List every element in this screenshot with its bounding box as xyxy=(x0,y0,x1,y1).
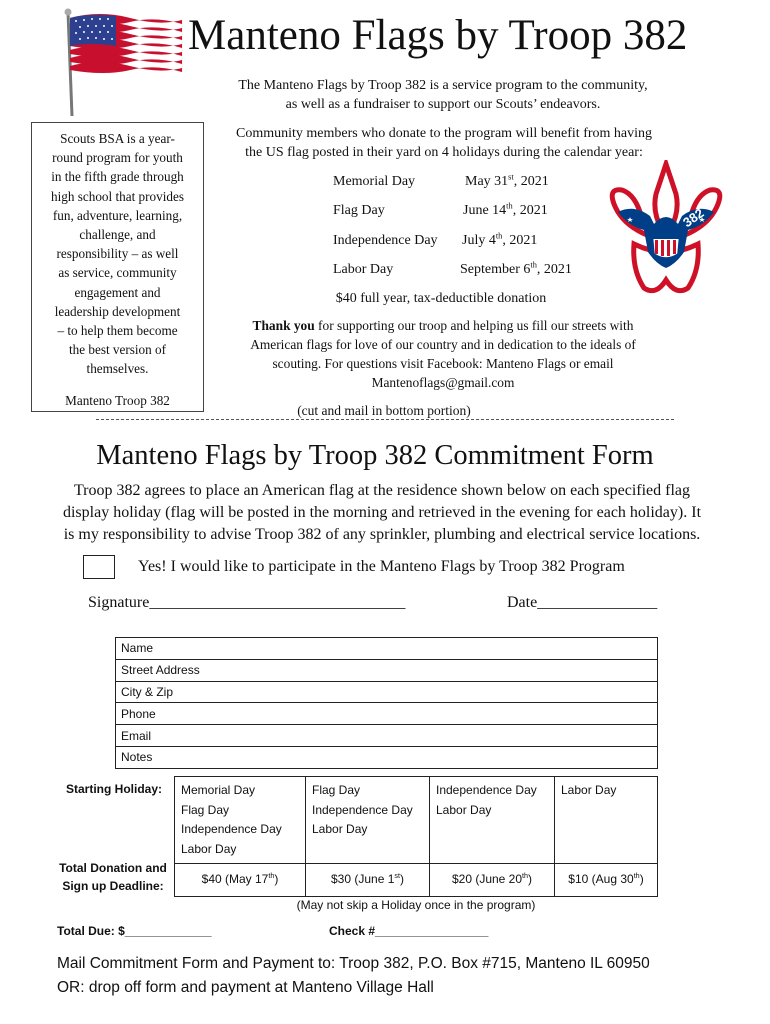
table-row xyxy=(116,659,658,681)
sidebar-line: – to help them become xyxy=(57,323,178,339)
option-holidays-cell[interactable] xyxy=(306,777,430,864)
sidebar-line: challenge, and xyxy=(79,227,156,243)
price-close: ) xyxy=(639,872,644,887)
intro-line: The Manteno Flags by Troop 382 is a service program to the community, xyxy=(238,78,648,93)
price-text: $10 (Aug 30 xyxy=(568,872,634,887)
holiday-date-suffix: th xyxy=(495,231,503,241)
thanks-line: scouting. For questions visit Facebook: Manteno Flags or email xyxy=(272,356,614,371)
participate-label: Yes! I would like to participate in the Manteno Flags by Troop 382 Program xyxy=(138,558,625,575)
list-item: Independence Day xyxy=(312,802,413,817)
option-holidays-cell[interactable] xyxy=(175,777,306,864)
street-address-field[interactable]: Street Address xyxy=(116,659,658,681)
option-price-cell[interactable] xyxy=(555,864,658,897)
no-skip-note: (May not skip a Holiday once in the program) xyxy=(296,898,536,912)
sidebar-line: leadership development xyxy=(54,303,181,319)
sidebar-line: as service, community xyxy=(58,265,177,281)
sidebar-signature: Manteno Troop 382 xyxy=(65,392,170,408)
list-item: Labor Day xyxy=(561,783,617,797)
option-price-cell[interactable] xyxy=(306,864,430,897)
scouts-bsa-info-box xyxy=(31,122,204,412)
signature-field[interactable]: Signature________________________________ xyxy=(88,594,406,611)
name-field[interactable]: Name xyxy=(116,638,658,660)
sidebar-line: in the fifth grade through xyxy=(51,169,184,185)
sidebar-line: responsibility – as well xyxy=(56,246,179,262)
price-suffix: th xyxy=(522,871,529,881)
phone-field[interactable]: Phone xyxy=(116,703,658,725)
email-field[interactable]: Email xyxy=(116,725,658,747)
table-row xyxy=(175,864,658,897)
date-field[interactable]: Date_______________ xyxy=(507,594,658,611)
table-row xyxy=(175,777,658,864)
price-text: $20 (June 20 xyxy=(451,872,523,887)
holiday-name: Memorial Day xyxy=(333,174,416,189)
mail-instructions xyxy=(57,952,650,1000)
mail-line: OR: drop off form and payment at Manteno Village Hall xyxy=(57,979,434,996)
form-title: Manteno Flags by Troop 382 Commitment Form xyxy=(96,440,654,471)
american-flag-image xyxy=(60,8,184,118)
list-item: Independence Day xyxy=(436,783,537,797)
price-text: $30 (June 1 xyxy=(331,872,395,887)
holiday-date xyxy=(462,232,537,250)
sidebar-line: Scouts BSA is a year- xyxy=(60,131,175,146)
table-row xyxy=(116,746,658,768)
list-item: Memorial Day xyxy=(181,783,256,797)
list-item: Flag Day xyxy=(312,783,361,797)
cut-note: (cut and mail in bottom portion) xyxy=(297,403,471,418)
intro-text xyxy=(208,76,678,114)
sidebar-line: fun, adventure, learning, xyxy=(52,207,183,223)
intro-line: as well as a fundraiser to support our Scouts’ endeavors. xyxy=(285,97,601,112)
option-holidays-cell[interactable] xyxy=(555,777,658,864)
list-item: Independence Day xyxy=(181,822,282,836)
agreement-line: Troop 382 agrees to place an American flag at the residence shown below on each specified flag xyxy=(73,482,691,499)
page-title: Manteno Flags by Troop 382 xyxy=(188,12,688,59)
list-item: Labor Day xyxy=(436,802,492,817)
holiday-date xyxy=(465,173,549,191)
holiday-date-suffix: th xyxy=(530,260,537,270)
mail-line: Mail Commitment Form and Payment to: Troop 382, P.O. Box #715, Manteno IL 60950 xyxy=(57,955,650,972)
list-item: Labor Day xyxy=(312,822,368,836)
option-holidays-cell[interactable] xyxy=(430,777,555,864)
price-suffix: st xyxy=(394,871,400,881)
holiday-date-suffix: th xyxy=(506,201,513,211)
notes-field[interactable]: Notes xyxy=(116,746,658,768)
thanks-line xyxy=(214,316,672,335)
community-text xyxy=(208,124,680,162)
holiday-date-text: May 31 xyxy=(465,174,509,189)
sidebar-line: themselves. xyxy=(86,361,149,377)
thanks-rest: for supporting our troop and helping us fill our streets with xyxy=(314,318,634,333)
holiday-date-suffix: st xyxy=(508,172,514,182)
price-text: $40 (May 17 xyxy=(201,872,269,887)
holiday-date-text: September 6 xyxy=(460,262,531,277)
thanks-line: American flags for love of our country and in dedication to the ideals of xyxy=(250,337,636,352)
agreement-line: display holiday (flag will be posted in the morning and retrieved in the evening for each holiday). It xyxy=(62,504,702,521)
table-row xyxy=(116,681,658,703)
price-close: ) xyxy=(274,872,279,887)
cut-line-divider xyxy=(96,419,674,420)
thank-you-text xyxy=(214,316,672,392)
emblem-troop-number: 382 xyxy=(680,205,707,231)
holiday-date-year: , 2021 xyxy=(536,262,572,277)
donation-amount: $40 full year, tax-deductible donation xyxy=(335,291,547,306)
total-due-field[interactable]: Total Due: $_____________ xyxy=(57,924,212,938)
total-label-line: Total Donation and xyxy=(59,861,167,875)
table-row xyxy=(116,725,658,747)
thanks-email: Mantenoflags@gmail.com xyxy=(371,375,515,390)
thanks-bold: Thank you xyxy=(252,318,315,333)
list-item: Flag Day xyxy=(181,802,230,817)
community-line: the US flag posted in their yard on 4 holidays during the calendar year: xyxy=(245,145,643,160)
price-suffix: th xyxy=(633,871,640,881)
holiday-date xyxy=(460,261,572,279)
holiday-date-year: , 2021 xyxy=(513,174,549,189)
holiday-name: Labor Day xyxy=(333,262,394,277)
community-line: Community members who donate to the program will benefit from having xyxy=(235,126,653,141)
holiday-date-text: July 4 xyxy=(462,233,496,248)
participate-checkbox[interactable] xyxy=(83,555,115,579)
starting-holiday-label: Starting Holiday: xyxy=(65,782,162,796)
contact-info-table xyxy=(115,637,658,769)
sidebar-line: engagement and xyxy=(74,284,161,300)
price-close: ) xyxy=(528,872,533,887)
holiday-date-text: June 14 xyxy=(463,203,507,218)
holiday-date-year: , 2021 xyxy=(502,233,538,248)
option-price-cell[interactable] xyxy=(175,864,306,897)
table-row xyxy=(116,638,658,660)
holiday-date xyxy=(463,202,548,220)
holiday-name: Independence Day xyxy=(333,233,438,248)
total-label-line: Sign up Deadline: xyxy=(62,879,164,893)
sidebar-line: high school that provides xyxy=(51,188,184,204)
check-number-field[interactable]: Check #_________________ xyxy=(329,924,489,938)
sidebar-line: round program for youth xyxy=(52,150,183,166)
total-donation-label xyxy=(57,859,169,895)
holiday-name: Flag Day xyxy=(333,203,385,218)
agreement-text xyxy=(20,480,744,546)
table-row xyxy=(116,703,658,725)
price-close: ) xyxy=(399,872,404,887)
option-price-cell[interactable] xyxy=(430,864,555,897)
list-item: Labor Day xyxy=(181,841,237,856)
holiday-options-table xyxy=(174,776,658,897)
scouts-bsa-emblem-icon xyxy=(604,160,728,300)
holiday-date-year: , 2021 xyxy=(512,203,548,218)
price-suffix: th xyxy=(268,871,275,881)
sidebar-line: the best version of xyxy=(68,342,167,358)
city-zip-field[interactable]: City & Zip xyxy=(116,681,658,703)
agreement-line: is my responsibility to advise Troop 382 of any sprinkler, plumbing and electrical service locations. xyxy=(63,526,701,543)
